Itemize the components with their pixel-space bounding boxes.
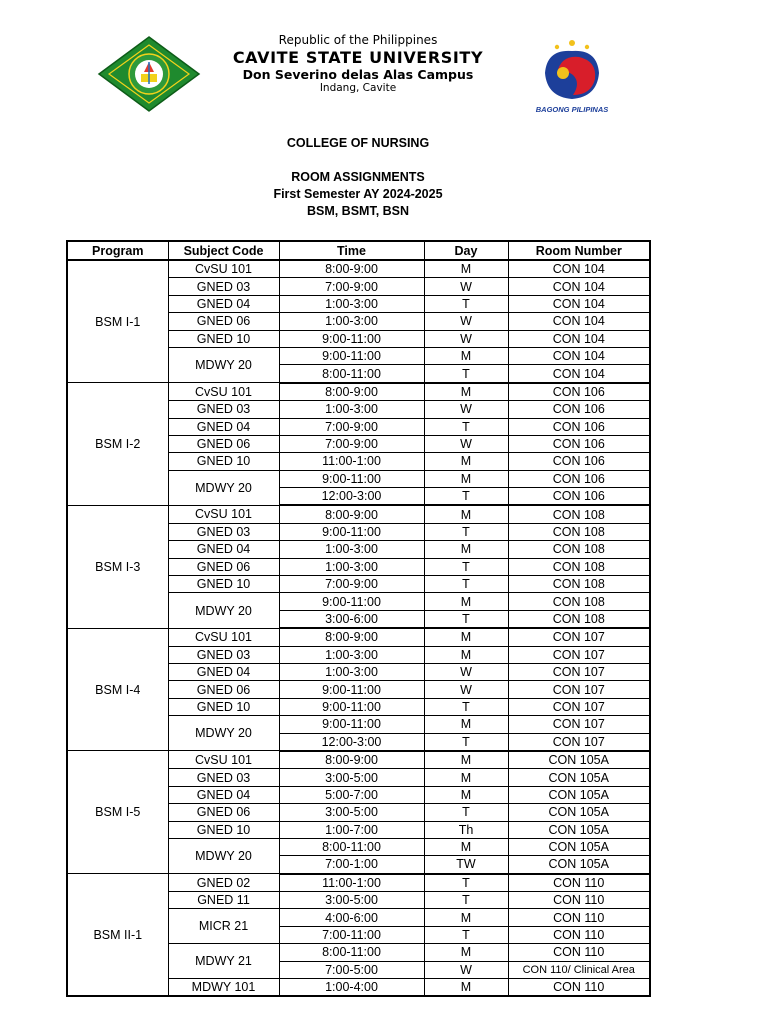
- day-cell: M: [424, 751, 508, 769]
- room-number-cell: CON 110: [508, 926, 650, 943]
- subject-code-cell: GNED 10: [168, 576, 279, 593]
- table-row: [67, 383, 650, 401]
- day-cell: M: [424, 383, 508, 401]
- bagong-pilipinas-logo-icon: [527, 33, 617, 118]
- day-cell: W: [424, 663, 508, 680]
- subject-code-cell: CvSU 101: [168, 260, 279, 278]
- subject-code-cell: GNED 02: [168, 874, 279, 892]
- room-number-cell: CON 104: [508, 313, 650, 330]
- subject-code-cell: GNED 04: [168, 663, 279, 680]
- subject-code-cell: GNED 03: [168, 769, 279, 786]
- day-cell: M: [424, 541, 508, 558]
- campus-location: Indang, Cavite: [319, 82, 397, 94]
- time-cell: 3:00-5:00: [279, 769, 424, 786]
- table-row: [67, 260, 650, 278]
- day-cell: W: [424, 330, 508, 347]
- time-cell: 1:00-3:00: [279, 313, 424, 330]
- document-titles: [0, 135, 716, 220]
- day-cell: T: [424, 365, 508, 383]
- table-row: [67, 505, 650, 523]
- table-body: [67, 260, 650, 996]
- time-cell: 9:00-11:00: [279, 593, 424, 610]
- time-cell: 1:00-3:00: [279, 401, 424, 418]
- room-number-cell: CON 105A: [508, 821, 650, 838]
- room-number-cell: CON 108: [508, 610, 650, 628]
- room-number-cell: CON 108: [508, 541, 650, 558]
- programs-title: BSM, BSMT, BSN: [306, 204, 410, 218]
- time-cell: 8:00-11:00: [279, 365, 424, 383]
- subject-code-cell: CvSU 101: [168, 383, 279, 401]
- room-number-cell: CON 107: [508, 698, 650, 715]
- room-number-cell: CON 105A: [508, 856, 650, 874]
- subject-code-cell: MDWY 20: [168, 347, 279, 382]
- room-number-cell: CON 106: [508, 453, 650, 470]
- subject-code-cell: GNED 04: [168, 541, 279, 558]
- room-number-cell: CON 106: [508, 470, 650, 487]
- day-cell: TW: [424, 856, 508, 874]
- room-assignments-table: [66, 240, 651, 997]
- time-cell: 8:00-9:00: [279, 505, 424, 523]
- subject-code-cell: GNED 03: [168, 401, 279, 418]
- subject-code-cell: GNED 11: [168, 892, 279, 909]
- day-cell: M: [424, 838, 508, 855]
- time-cell: 1:00-3:00: [279, 558, 424, 575]
- day-cell: T: [424, 733, 508, 751]
- time-cell: 8:00-11:00: [279, 838, 424, 855]
- day-cell: T: [424, 874, 508, 892]
- time-cell: 1:00-4:00: [279, 979, 424, 997]
- day-cell: M: [424, 470, 508, 487]
- program-cell: BSM I-2: [67, 383, 168, 506]
- day-cell: W: [424, 401, 508, 418]
- day-cell: M: [424, 628, 508, 646]
- time-cell: 9:00-11:00: [279, 330, 424, 347]
- subject-code-cell: MDWY 20: [168, 470, 279, 505]
- semester-title: First Semester AY 2024-2025: [273, 187, 443, 201]
- document-title: ROOM ASSIGNMENTS: [291, 170, 425, 184]
- subject-code-cell: GNED 10: [168, 821, 279, 838]
- subject-code-cell: GNED 03: [168, 646, 279, 663]
- time-cell: 11:00-1:00: [279, 453, 424, 470]
- subject-code-cell: GNED 06: [168, 435, 279, 452]
- room-number-cell: CON 107: [508, 646, 650, 663]
- subject-code-cell: MDWY 21: [168, 944, 279, 979]
- day-cell: M: [424, 347, 508, 364]
- room-number-cell: CON 108: [508, 505, 650, 523]
- room-number-cell: CON 105A: [508, 786, 650, 803]
- day-cell: M: [424, 260, 508, 278]
- time-cell: 1:00-3:00: [279, 295, 424, 312]
- time-cell: 8:00-9:00: [279, 751, 424, 769]
- time-cell: 11:00-1:00: [279, 874, 424, 892]
- room-number-cell: CON 106: [508, 418, 650, 435]
- room-number-cell: CON 106: [508, 401, 650, 418]
- time-cell: 1:00-7:00: [279, 821, 424, 838]
- subject-code-cell: GNED 06: [168, 558, 279, 575]
- time-cell: 9:00-11:00: [279, 523, 424, 540]
- republic-line: Republic of the Philippines: [278, 33, 438, 47]
- time-cell: 8:00-9:00: [279, 383, 424, 401]
- program-cell: BSM II-1: [67, 874, 168, 997]
- header-subject-code: Subject Code: [168, 241, 279, 260]
- day-cell: W: [424, 313, 508, 330]
- time-cell: 8:00-9:00: [279, 260, 424, 278]
- day-cell: T: [424, 698, 508, 715]
- header-room-number: Room Number: [508, 241, 650, 260]
- day-cell: W: [424, 681, 508, 698]
- bagong-pilipinas-text: BAGONG PILIPINAS: [535, 105, 609, 114]
- day-cell: T: [424, 576, 508, 593]
- time-cell: 5:00-7:00: [279, 786, 424, 803]
- room-number-cell: CON 104: [508, 365, 650, 383]
- time-cell: 7:00-5:00: [279, 961, 424, 978]
- subject-code-cell: GNED 10: [168, 453, 279, 470]
- time-cell: 1:00-3:00: [279, 541, 424, 558]
- day-cell: T: [424, 610, 508, 628]
- room-number-cell: CON 110: [508, 874, 650, 892]
- day-cell: T: [424, 892, 508, 909]
- subject-code-cell: MICR 21: [168, 909, 279, 944]
- day-cell: W: [424, 961, 508, 978]
- subject-code-cell: CvSU 101: [168, 505, 279, 523]
- university-name: CAVITE STATE UNIVERSITY: [232, 48, 484, 67]
- time-cell: 7:00-9:00: [279, 418, 424, 435]
- program-cell: BSM I-1: [67, 260, 168, 383]
- room-number-cell: CON 110: [508, 909, 650, 926]
- room-number-cell: CON 106: [508, 383, 650, 401]
- table-row: [67, 751, 650, 769]
- document-header: [0, 0, 768, 130]
- room-number-cell: CON 104: [508, 330, 650, 347]
- room-number-cell: CON 108: [508, 576, 650, 593]
- time-cell: 8:00-11:00: [279, 944, 424, 961]
- time-cell: 1:00-3:00: [279, 646, 424, 663]
- day-cell: M: [424, 979, 508, 997]
- room-number-cell: CON 104: [508, 295, 650, 312]
- day-cell: W: [424, 278, 508, 295]
- day-cell: T: [424, 295, 508, 312]
- subject-code-cell: GNED 04: [168, 418, 279, 435]
- time-cell: 8:00-9:00: [279, 628, 424, 646]
- time-cell: 3:00-5:00: [279, 892, 424, 909]
- day-cell: T: [424, 804, 508, 821]
- day-cell: M: [424, 716, 508, 733]
- subject-code-cell: GNED 06: [168, 804, 279, 821]
- subject-code-cell: MDWY 20: [168, 716, 279, 751]
- program-cell: BSM I-3: [67, 505, 168, 628]
- day-cell: M: [424, 909, 508, 926]
- header-day: Day: [424, 241, 508, 260]
- room-number-cell: CON 105A: [508, 769, 650, 786]
- time-cell: 12:00-3:00: [279, 488, 424, 506]
- room-number-cell: CON 104: [508, 347, 650, 364]
- college-title: COLLEGE OF NURSING: [286, 136, 430, 150]
- day-cell: T: [424, 558, 508, 575]
- day-cell: M: [424, 646, 508, 663]
- time-cell: 9:00-11:00: [279, 698, 424, 715]
- day-cell: M: [424, 944, 508, 961]
- room-number-cell: CON 106: [508, 435, 650, 452]
- subject-code-cell: CvSU 101: [168, 751, 279, 769]
- room-number-cell: CON 107: [508, 681, 650, 698]
- room-number-cell: CON 108: [508, 593, 650, 610]
- room-number-cell: CON 110: [508, 944, 650, 961]
- time-cell: 7:00-11:00: [279, 926, 424, 943]
- day-cell: W: [424, 435, 508, 452]
- subject-code-cell: GNED 03: [168, 523, 279, 540]
- subject-code-cell: MDWY 101: [168, 979, 279, 997]
- subject-code-cell: GNED 03: [168, 278, 279, 295]
- subject-code-cell: GNED 06: [168, 681, 279, 698]
- time-cell: 9:00-11:00: [279, 716, 424, 733]
- room-number-cell: CON 107: [508, 663, 650, 680]
- header-program: Program: [67, 241, 168, 260]
- program-cell: BSM I-4: [67, 628, 168, 751]
- room-number-cell: CON 105A: [508, 804, 650, 821]
- room-number-cell: CON 107: [508, 628, 650, 646]
- room-number-cell: CON 107: [508, 716, 650, 733]
- time-cell: 1:00-3:00: [279, 663, 424, 680]
- day-cell: M: [424, 786, 508, 803]
- room-number-cell: CON 104: [508, 260, 650, 278]
- table-row: [67, 628, 650, 646]
- room-number-cell: CON 110: [508, 892, 650, 909]
- time-cell: 3:00-6:00: [279, 610, 424, 628]
- cvsu-seal-icon: [97, 35, 201, 113]
- day-cell: Th: [424, 821, 508, 838]
- time-cell: 9:00-11:00: [279, 681, 424, 698]
- time-cell: 12:00-3:00: [279, 733, 424, 751]
- subject-code-cell: GNED 06: [168, 313, 279, 330]
- subject-code-cell: MDWY 20: [168, 593, 279, 628]
- campus-name: Don Severino delas Alas Campus: [242, 67, 474, 82]
- subject-code-cell: MDWY 20: [168, 838, 279, 873]
- table-row: [67, 874, 650, 892]
- header-time: Time: [279, 241, 424, 260]
- day-cell: M: [424, 593, 508, 610]
- day-cell: T: [424, 523, 508, 540]
- subject-code-cell: GNED 04: [168, 295, 279, 312]
- day-cell: T: [424, 488, 508, 506]
- subject-code-cell: GNED 10: [168, 698, 279, 715]
- time-cell: 3:00-5:00: [279, 804, 424, 821]
- room-number-cell: CON 105A: [508, 751, 650, 769]
- time-cell: 9:00-11:00: [279, 470, 424, 487]
- day-cell: T: [424, 926, 508, 943]
- subject-code-cell: CvSU 101: [168, 628, 279, 646]
- time-cell: 7:00-9:00: [279, 278, 424, 295]
- time-cell: 7:00-9:00: [279, 435, 424, 452]
- day-cell: M: [424, 453, 508, 470]
- room-number-cell: CON 106: [508, 488, 650, 506]
- room-number-cell: CON 105A: [508, 838, 650, 855]
- program-cell: BSM I-5: [67, 751, 168, 874]
- day-cell: M: [424, 505, 508, 523]
- room-number-cell: CON 104: [508, 278, 650, 295]
- time-cell: 9:00-11:00: [279, 347, 424, 364]
- day-cell: T: [424, 418, 508, 435]
- room-number-cell: CON 110/ Clinical Area: [508, 961, 650, 978]
- time-cell: 7:00-1:00: [279, 856, 424, 874]
- time-cell: 7:00-9:00: [279, 576, 424, 593]
- day-cell: M: [424, 769, 508, 786]
- subject-code-cell: GNED 10: [168, 330, 279, 347]
- room-number-cell: CON 110: [508, 979, 650, 997]
- room-number-cell: CON 108: [508, 558, 650, 575]
- room-number-cell: CON 107: [508, 733, 650, 751]
- table-header-row: [67, 241, 650, 260]
- room-number-cell: CON 108: [508, 523, 650, 540]
- time-cell: 4:00-6:00: [279, 909, 424, 926]
- subject-code-cell: GNED 04: [168, 786, 279, 803]
